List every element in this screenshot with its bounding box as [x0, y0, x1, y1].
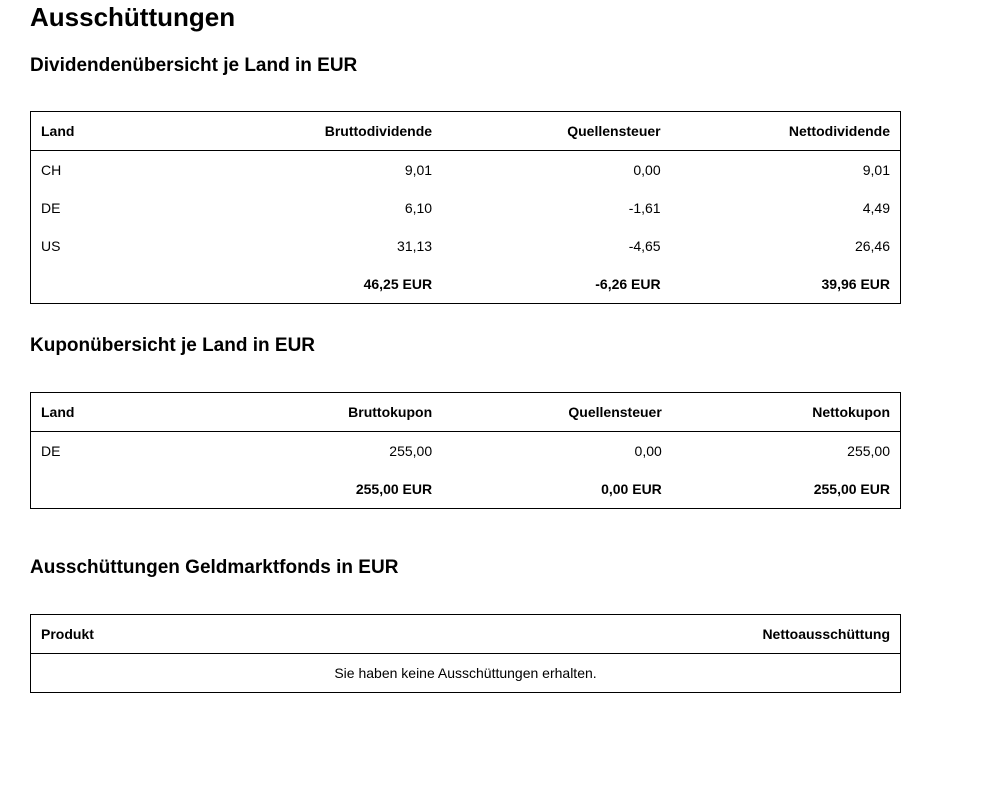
coupons-table — [30, 392, 901, 509]
column-header-quellensteuer: Quellensteuer — [442, 112, 671, 151]
cell-land: CH — [41, 162, 62, 178]
cell-netto: 9,01 — [862, 162, 890, 178]
cell-quellensteuer: -1,61 — [628, 200, 661, 216]
column-header-bruttodividende: Bruttodividende — [212, 112, 442, 151]
column-header-produkt: Produkt — [31, 615, 319, 654]
table-row — [31, 151, 901, 190]
cell-quellensteuer: -4,65 — [628, 238, 661, 254]
table-row — [31, 432, 901, 471]
column-header-land: Land — [31, 393, 214, 432]
table-header-row — [31, 615, 901, 654]
cell-brutto: 255,00 — [389, 443, 433, 459]
cell-land: US — [41, 238, 61, 254]
total-quellensteuer: 0,00 EUR — [601, 481, 662, 497]
money-market-section-title: Ausschüttungen Geldmarktfonds in EUR — [30, 557, 399, 578]
totals-row — [31, 470, 901, 509]
cell-netto: 26,46 — [854, 238, 890, 254]
dividends-section-title: Dividendenübersicht je Land in EUR — [30, 55, 358, 76]
table-row — [31, 189, 901, 227]
empty-message: Sie haben keine Ausschüttungen erhalten. — [334, 665, 597, 681]
cell-quellensteuer: 0,00 — [633, 162, 661, 178]
table-row — [31, 227, 901, 265]
cell-netto: 255,00 — [847, 443, 890, 459]
total-netto: 255,00 EUR — [813, 481, 890, 497]
column-header-quellensteuer: Quellensteuer — [442, 393, 672, 432]
table-header-row — [31, 112, 901, 151]
empty-row — [31, 654, 901, 693]
total-brutto: 46,25 EUR — [363, 276, 433, 292]
total-brutto: 255,00 EUR — [355, 481, 433, 497]
column-header-land: Land — [31, 112, 213, 151]
cell-brutto: 6,10 — [404, 200, 433, 216]
page-title: Ausschüttungen — [30, 2, 236, 32]
table-header-row — [31, 393, 901, 432]
totals-row — [31, 265, 901, 304]
column-header-nettodividende: Nettodividende — [671, 112, 901, 151]
cell-brutto: 31,13 — [397, 238, 433, 254]
cell-brutto: 9,01 — [404, 162, 433, 178]
total-netto: 39,96 EUR — [821, 276, 890, 292]
coupons-section-title: Kuponübersicht je Land in EUR — [30, 335, 316, 356]
dividends-table — [30, 111, 901, 304]
cell-quellensteuer: 0,00 — [634, 443, 662, 459]
cell-netto: 4,49 — [862, 200, 890, 216]
money-market-table — [30, 614, 901, 693]
column-header-bruttokupon: Bruttokupon — [213, 393, 442, 432]
column-header-nettokupon: Nettokupon — [672, 393, 901, 432]
cell-land: DE — [41, 443, 61, 459]
total-empty-cell — [31, 470, 214, 509]
cell-land: DE — [41, 200, 61, 216]
total-quellensteuer: -6,26 EUR — [595, 276, 661, 292]
total-empty-cell — [31, 265, 213, 304]
column-header-nettoausschuettung: Nettoausschüttung — [319, 615, 901, 654]
